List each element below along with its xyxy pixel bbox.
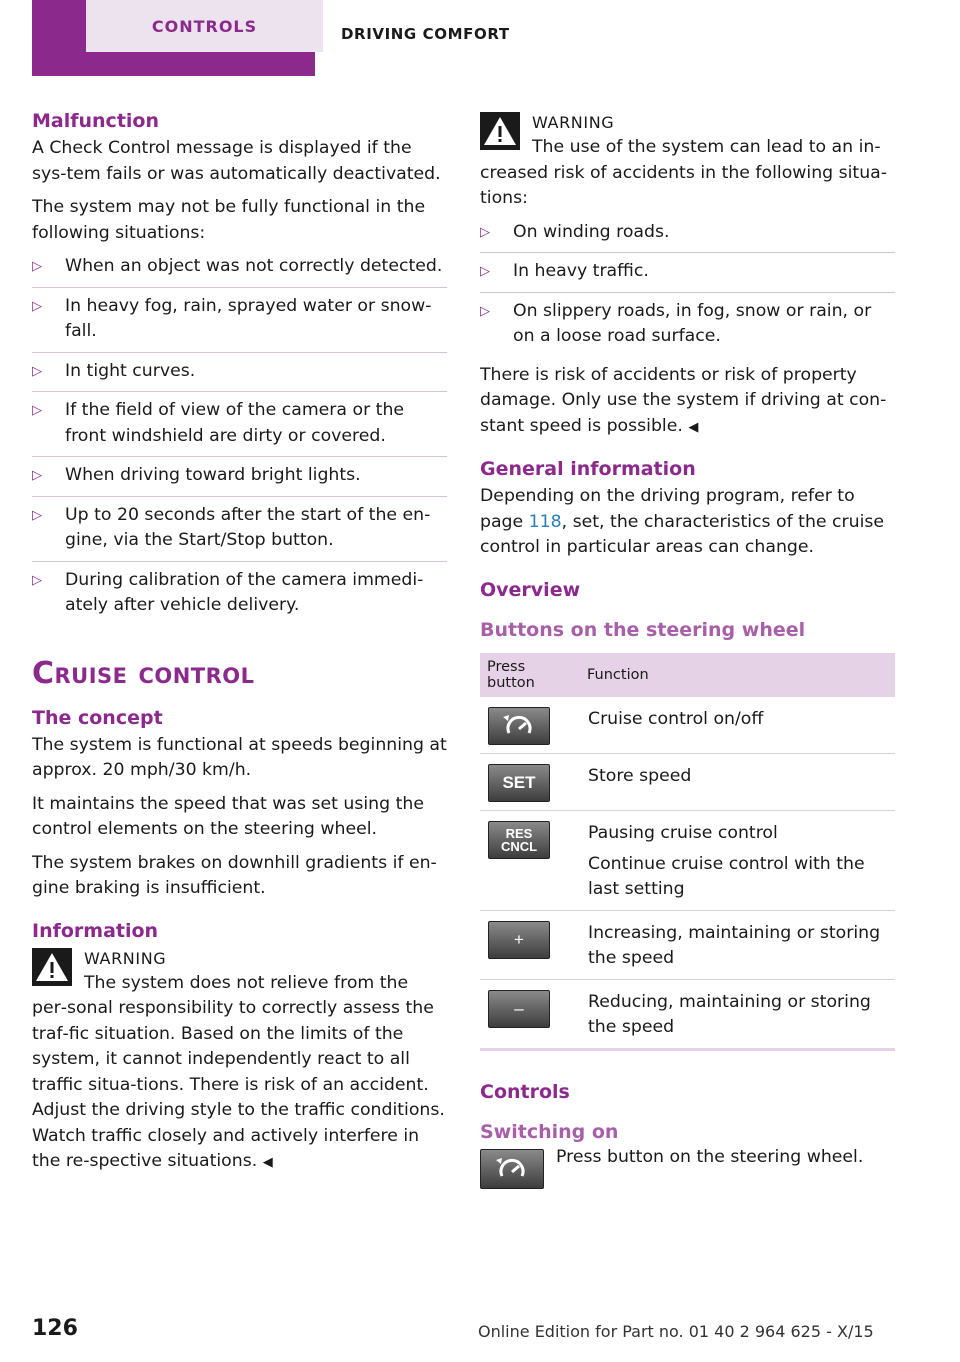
malfunction-list: [32, 254, 447, 626]
cruise-control-icon: [488, 707, 550, 745]
left-column: [32, 110, 447, 1184]
list-item: ▷ Up to 20 seconds after the start of the en‐gine, via the Start/Stop button.: [32, 503, 447, 562]
concept-paragraph-2: It maintains the speed that was set using the control elements on the steering wheel.: [32, 793, 424, 839]
table-header-row: [480, 653, 895, 697]
table-row: [480, 910, 895, 979]
bullet-triangle-icon: ▷: [32, 507, 42, 523]
end-mark-icon: ◀: [688, 419, 699, 435]
bullet-triangle-icon: ▷: [480, 303, 490, 319]
bullet-triangle-icon: ▷: [32, 259, 42, 274]
general-information-paragraph: Depending on the driving program, refer to page 118, set, the characteristics of the cruise control in particular areas can change.: [480, 486, 885, 557]
list-item: ▷ In tight curves.: [32, 359, 447, 393]
plus-button-icon: +: [488, 921, 550, 959]
concept-paragraph-1: The system is functional at speeds beginning at approx. 20 mph/30 km/h.: [32, 734, 447, 780]
controls-heading: Controls: [480, 1080, 570, 1103]
header-tab: [32, 0, 315, 76]
list-item: ▷ In heavy traffic.: [480, 259, 895, 293]
page-number: 126: [32, 1316, 78, 1341]
malfunction-heading: Malfunction: [32, 110, 159, 132]
bullet-triangle-icon: ▷: [32, 468, 42, 483]
table-row: [480, 979, 895, 1049]
concept-paragraph-3: The system brakes on downhill gradients if en‐gine braking is insufficient.: [32, 852, 437, 898]
function-cell: Pausing cruise control Continue cruise control with the last setting: [580, 810, 895, 910]
minus-button-icon: –: [488, 990, 550, 1028]
list-item: ▷ During calibration of the camera immedi‐ately after vehicle delivery.: [32, 569, 424, 615]
header-tab-label: CONTROLS: [86, 0, 323, 52]
bullet-triangle-icon: ▷: [32, 298, 42, 314]
warning-block: [32, 946, 447, 1176]
function-cell: Cruise control on/off: [580, 697, 895, 754]
right-column: [480, 110, 895, 1189]
set-button-icon: SET: [488, 764, 550, 802]
table-header-function: Function: [580, 653, 895, 697]
bullet-triangle-icon: ▷: [480, 264, 490, 279]
warning-triangle-icon: [480, 112, 520, 150]
switching-on-heading: Switching on: [480, 1120, 619, 1143]
bullet-triangle-icon: ▷: [480, 224, 490, 240]
speedometer-icon: [499, 713, 539, 739]
list-item: ▷ On slippery roads, in fog, snow or rain, or on a loose road surface.: [480, 300, 872, 346]
general-information-heading: General information: [480, 458, 696, 480]
function-cell: Reducing, maintaining or storing the speed: [580, 979, 895, 1049]
warning-text: The use of the system can lead to an in‐creased risk of accidents in the following situa‐tions:: [480, 137, 887, 208]
warning-list: [480, 220, 895, 357]
function-cell: Store speed: [580, 753, 895, 810]
warning-text: The system does not relieve from the per‐sonal responsibility to correctly assess the traf‐fic situation. Based on the limits of the system, it cannot independently react to all traffic situa‐tions. There is risk of an accident. Adjust the driving style to the traffic conditions. Watch traffic closely and actively interfere in the re‐spective situations. ◀: [32, 972, 445, 1171]
list-item: ▷ When driving toward bright lights.: [32, 463, 447, 497]
risk-paragraph: There is risk of accidents or risk of property damage. Only use the system if driving at con‐stant speed is possible. ◀: [480, 364, 887, 436]
cruise-control-heading: Cruise control: [32, 655, 255, 691]
information-heading: Information: [32, 919, 159, 942]
switching-on-text: Press button on the steering wheel.: [556, 1146, 864, 1167]
table-header-press-button: Press button: [480, 653, 580, 697]
buttons-heading: Buttons on the steering wheel: [480, 618, 806, 641]
bullet-triangle-icon: ▷: [32, 403, 42, 418]
header-section-label: DRIVING COMFORT: [341, 25, 510, 43]
concept-heading: The concept: [32, 706, 163, 729]
switching-on-row: [480, 1146, 895, 1189]
warning-label: WARNING: [84, 948, 167, 968]
warning-block: [480, 110, 895, 212]
table-row: [480, 697, 895, 754]
page-reference-link[interactable]: 118: [528, 511, 562, 532]
end-mark-icon: ◀: [262, 1155, 273, 1170]
overview-heading: Overview: [480, 578, 581, 601]
speedometer-icon: [492, 1156, 532, 1182]
bullet-triangle-icon: ▷: [32, 363, 42, 379]
malfunction-paragraph-1: A Check Control message is displayed if the sys‐tem fails or was automatically deactivated.: [32, 138, 441, 184]
edition-note: Online Edition for Part no. 01 40 2 964 625 - X/15: [478, 1322, 874, 1341]
list-item: ▷ In heavy fog, rain, sprayed water or snow‐fall.: [32, 294, 447, 353]
cruise-control-icon: [480, 1149, 544, 1189]
warning-triangle-icon: [32, 948, 72, 986]
function-cell: Increasing, maintaining or storing the speed: [580, 910, 895, 979]
table-row: [480, 753, 895, 810]
list-item: ▷ If the field of view of the camera or the front windshield are dirty or covered.: [32, 398, 447, 457]
malfunction-paragraph-2: The system may not be fully functional in the following situations:: [32, 197, 426, 243]
bullet-triangle-icon: ▷: [32, 572, 42, 588]
buttons-table: [480, 653, 895, 1051]
list-item: ▷ When an object was not correctly detected.: [32, 254, 447, 288]
list-item: ▷ On winding roads.: [480, 220, 895, 254]
warning-label: WARNING: [532, 113, 615, 132]
table-row: [480, 810, 895, 910]
res-cncl-button-icon: RES CNCL: [488, 821, 550, 859]
